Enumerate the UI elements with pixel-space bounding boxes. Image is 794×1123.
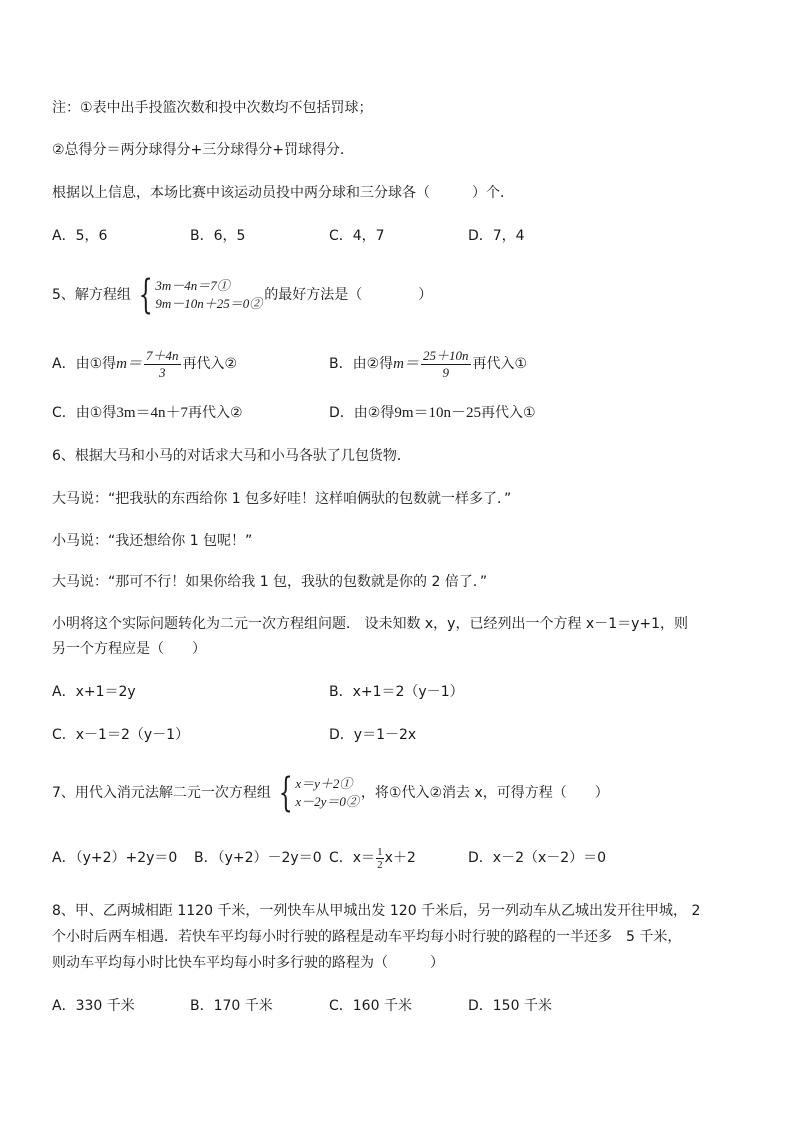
q5-equation-1: 3m－4n＝7① — [155, 278, 230, 293]
q6-option-d[interactable]: D．y＝1－2x — [329, 727, 417, 743]
q7-option-b[interactable]: B．（y+2）－2y＝0 — [194, 850, 322, 866]
q6-option-a[interactable]: A．x+1＝2y — [52, 684, 136, 700]
q6-stem: 6、根据大马和小马的对话求大马和小马各驮了几包货物． — [52, 448, 411, 464]
q7-option-d[interactable]: D．x－2（x－2）＝0 — [468, 850, 607, 866]
q5-option-d[interactable]: D．由②得9m＝10n－25再代入① — [329, 405, 536, 421]
q6-dialogue-3: 大马说：“那可不行！如果你给我 1 包，我驮的包数就是你的 2 倍了．” — [52, 574, 488, 590]
brace-icon: { — [138, 272, 153, 318]
brace-icon: { — [278, 770, 293, 816]
q7-equation-1: x＝y＋2① — [295, 776, 353, 791]
q8-option-b[interactable]: B．170 千米 — [190, 998, 273, 1014]
q4-option-b[interactable]: B．6，5 — [190, 228, 246, 244]
q4-option-a[interactable]: A．5，6 — [52, 228, 108, 244]
q8-line-2: 个小时后两车相遇．若快车平均每小时行驶的路程是动车平均每小时行驶的路程的一半还多 5 千米， — [52, 929, 682, 945]
q7-option-c[interactable]: C．x＝ $\frac{1}{2}$ x＋2 — [329, 845, 416, 871]
q7-option-c-fraction: $\frac{1}{2}$ — [377, 845, 383, 871]
q4-stem: 根据以上信息，本场比赛中该运动员投中两分球和三分球各（ ）个． — [52, 185, 514, 201]
q7-equation-2: x－2y＝0② — [295, 794, 359, 809]
note-line-1: 注：①表中出手投篮次数和投中次数均不包括罚球； — [52, 100, 373, 116]
q8-option-a[interactable]: A．330 千米 — [52, 998, 135, 1014]
q5-stem — [52, 274, 432, 316]
q6-setup-line-1: 小明将这个实际问题转化为二元一次方程组问题． 设未知数 x，y，已经列出一个方程 x－1＝y+1，则 — [52, 616, 689, 632]
q8-option-c[interactable]: C．160 千米 — [329, 998, 412, 1014]
q5-option-b[interactable]: B．由②得 m＝ $\frac{25+10n}{9}$ 再代入① — [329, 347, 528, 380]
q5-equation-2: 9m－10n＋25＝0② — [155, 296, 263, 311]
q8-line-1: 8、甲、乙两城相距 1120 千米，一列快车从甲城出发 120 千米后，另一列动车从乙城出发开往甲城， 2 — [52, 903, 701, 919]
q5-option-a-fraction: $\frac{7+4n}{3}$ — [145, 347, 179, 380]
q7-equation-system — [273, 770, 359, 816]
q6-dialogue-2: 小马说：“我还想给你 1 包呢！” — [52, 533, 253, 549]
q6-setup-line-2: 另一个方程应是（ ） — [52, 641, 206, 657]
q5-option-b-fraction: $\frac{25+10n}{9}$ — [423, 347, 469, 380]
q6-option-c[interactable]: C．x－1＝2（y－1） — [52, 727, 190, 743]
note-line-2: ②总得分＝两分球得分+三分球得分+罚球得分． — [52, 142, 355, 158]
q7-suffix: ，将①代入②消去 x，可得方程（ ） — [360, 785, 609, 801]
q8-option-d[interactable]: D．150 千米 — [468, 998, 552, 1014]
q4-option-d[interactable]: D．7，4 — [468, 228, 525, 244]
q7-option-a[interactable]: A．（y+2）+2y＝0 — [52, 850, 178, 866]
q6-option-b[interactable]: B．x+1＝2（y－1） — [329, 684, 464, 700]
q7-stem — [52, 772, 609, 814]
q7-prefix: 7、用代入消元法解二元一次方程组 — [52, 785, 271, 801]
q5-equation-system — [133, 272, 263, 318]
q5-option-a[interactable]: A．由①得 m＝ $\frac{7+4n}{3}$ 再代入② — [52, 347, 238, 380]
q5-option-c[interactable]: C．由①得3m＝4n＋7再代入② — [52, 405, 243, 421]
q8-line-3: 则动车平均每小时比快车平均每小时多行驶的路程为（ ） — [52, 955, 444, 971]
q5-suffix: 的最好方法是（ ） — [264, 287, 433, 303]
q4-option-c[interactable]: C．4，7 — [329, 228, 385, 244]
q5-prefix: 5、解方程组 — [52, 287, 131, 303]
q6-dialogue-1: 大马说：“把我驮的东西给你 1 包多好哇！这样咱俩驮的包数就一样多了．” — [52, 491, 512, 507]
